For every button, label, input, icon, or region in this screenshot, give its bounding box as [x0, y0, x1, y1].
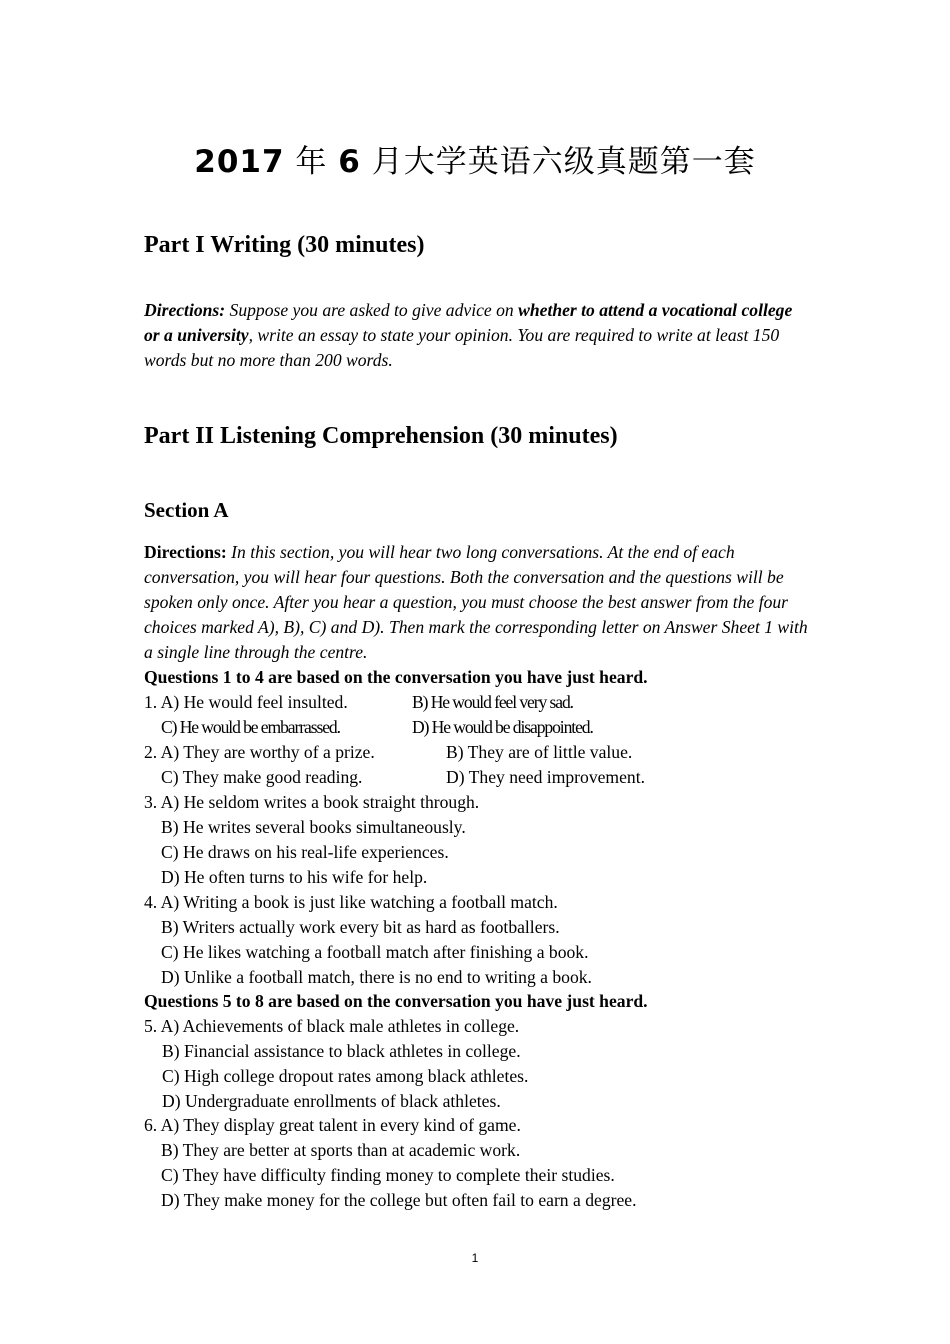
option: D) Undergraduate enrollments of black athletes. [162, 1091, 501, 1111]
option: D) They make money for the college but often fail to earn a degree. [161, 1190, 637, 1210]
option: C) High college dropout rates among black athletes. [162, 1066, 529, 1086]
question-row [144, 690, 573, 715]
question-group-heading: Questions 1 to 4 are based on the conversation you have just heard. [144, 667, 648, 687]
option: B) Writers actually work every bit as hard as footballers. [161, 917, 560, 937]
question-row [161, 715, 593, 740]
option: B) He would feel very sad. [412, 692, 573, 712]
question-row [161, 765, 646, 790]
option: 3. A) He seldom writes a book straight through. [144, 792, 480, 812]
option: 6. A) They display great talent in every kind of game. [144, 1115, 521, 1135]
question-row [144, 740, 633, 765]
option: B) They are of little value. [446, 742, 633, 762]
option: C) He draws on his real-life experiences. [161, 842, 449, 862]
option: B) Financial assistance to black athletes in college. [162, 1041, 521, 1061]
section-heading: Section A [144, 498, 229, 522]
page-number: 1 [471, 1251, 479, 1265]
part2-heading: Part II Listening Comprehension (30 minutes) [144, 423, 618, 449]
option: 1. A) He would feel insulted. [144, 692, 348, 712]
option: 5. A) Achievements of black male athletes in college. [144, 1016, 520, 1036]
option: C) He would be embarrassed. [161, 717, 340, 737]
part2-directions: Directions: In this section, you will hear two long conversations. At the end of each conversation, you will hear four questions. Both the conversation and the questions will be spoken only once. After you hear a question, you must choose the best answer from the four choices marked A), B), C) and D). Then mark the corresponding letter on Answer Sheet 1 with a single line through the centre. [144, 542, 808, 662]
option: C) They make good reading. [161, 767, 363, 787]
option: D) Unlike a football match, there is no end to writing a book. [161, 967, 592, 987]
option: B) They are better at sports than at academic work. [161, 1140, 521, 1160]
question-group-heading: Questions 5 to 8 are based on the conversation you have just heard. [144, 991, 648, 1011]
option: 4. A) Writing a book is just like watching a football match. [144, 892, 558, 912]
part1-heading: Part I Writing (30 minutes) [144, 232, 425, 258]
option: D) He often turns to his wife for help. [161, 867, 428, 887]
part1-directions: Directions: Suppose you are asked to give advice on whether to attend a vocational college or a university, write an essay to state your opinion. You are required to write at least 150 words but no more than 200 words. [144, 300, 793, 370]
option: D) They need improvement. [446, 767, 646, 787]
page-title: 2017 年 6 月大学英语六级真题第一套 [194, 144, 756, 180]
option: D) He would be disappointed. [412, 717, 593, 737]
option: C) He likes watching a football match after finishing a book. [161, 942, 589, 962]
option: C) They have difficulty finding money to complete their studies. [161, 1165, 615, 1185]
option: B) He writes several books simultaneously. [161, 817, 466, 837]
option: 2. A) They are worthy of a prize. [144, 742, 375, 762]
